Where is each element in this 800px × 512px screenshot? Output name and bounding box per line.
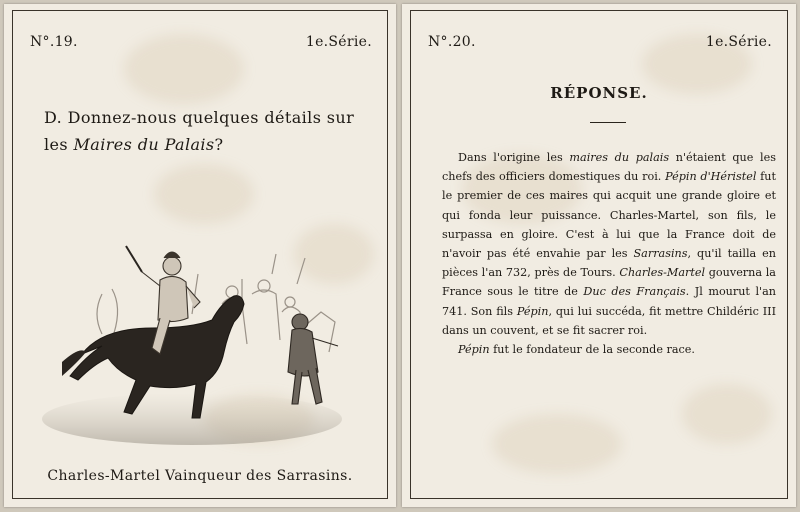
answer-emphasis: Charles-Martel [619,266,706,280]
answer-emphasis: Duc des Français [583,285,686,299]
answer-run: n'étaient que les chefs des officiers domestiques du roi. [442,151,776,184]
answer-paragraph-2 [442,340,776,359]
question-card [4,4,396,507]
answer-run: fut le fondateur de la seconde race. [489,343,695,357]
answer-run: Dans l'origine les [458,151,570,164]
answer-paragraph-1 [442,148,776,340]
title-divider [590,122,626,123]
answer-emphasis: maires du palais [569,151,670,164]
question-text [44,104,364,158]
card-number: N°.20. [428,34,476,50]
answer-run: gouverna la France sous le titre de [442,266,776,299]
question-emphasis: Maires du Palais [73,135,215,154]
answer-run: , qu'il tailla en pièces l'an 732, près de Tours. [442,247,776,280]
answer-title: RÉPONSE. [550,84,648,102]
answer-emphasis: Sarrasins [633,247,688,261]
illustration-caption: Charles-Martel Vainqueur des Sarrasins. [47,468,353,484]
answer-emphasis: Pépin [458,343,490,357]
answer-emphasis: Pépin d'Héristel [665,170,757,184]
answer-run: , qui lui succéda, fit mettre Childéric III dans un couvent, et se fit sacrer roi. [442,304,777,337]
series-label: 1e.Série. [305,34,372,50]
series-label: 1e.Série. [705,34,772,50]
answer-emphasis: Pépin [516,304,549,318]
answer-run: . Jl mourut l'an 741. Son fils [442,285,776,318]
question-prefix: D. Donnez-nous quelques détails sur les [44,108,355,154]
answer-run: fut le premier de ces maires qui acquit une grande gloire et qui fonda leur puissance. Charles-Martel, son fils, le surpassa en gloire. C'est à lui que la France doit de n'avoir pas été envahie par les [442,170,776,261]
question-suffix: ? [214,135,224,154]
answer-text [442,148,776,359]
card-number: N°.19. [30,34,78,50]
horseman-battle-illustration-icon [42,234,362,454]
answer-card [402,4,796,507]
